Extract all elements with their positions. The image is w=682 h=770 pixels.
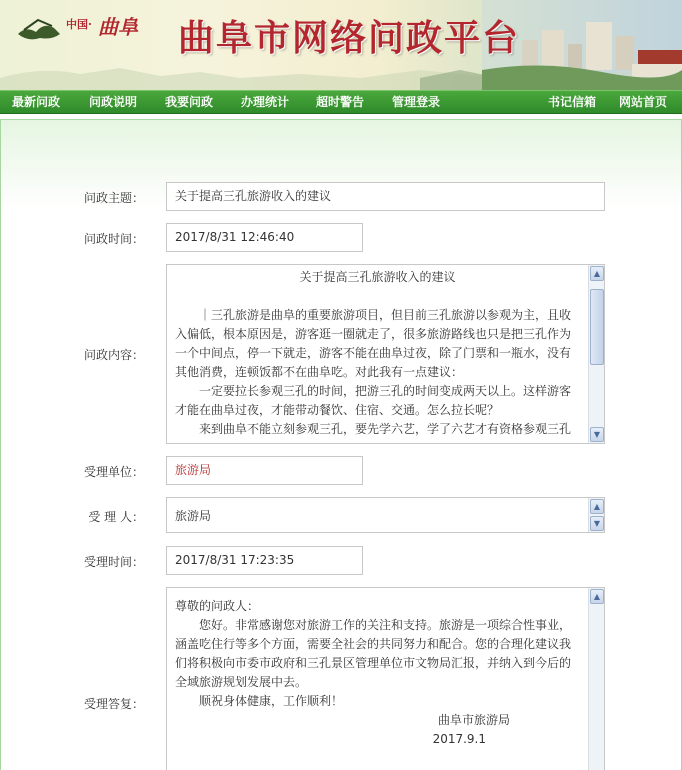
scroll-up-arrow-icon[interactable]: ▲	[590, 266, 604, 281]
subject-label: 问政主题：	[83, 191, 144, 205]
nav-timeout[interactable]: 超时警告	[316, 95, 365, 109]
content-paragraph: 来到曲阜不能立刻参观三孔，要先学六艺，学了六艺才有资格参观三孔	[199, 422, 572, 436]
content-text	[167, 265, 588, 443]
reply-greeting: 尊敬的问政人：	[175, 599, 260, 613]
site-title: 曲阜市网络问政平台	[178, 17, 521, 59]
qufu-logo	[14, 4, 144, 48]
content-textarea[interactable]	[166, 264, 605, 444]
scroll-down-arrow-icon[interactable]: ▼	[590, 516, 604, 531]
scroll-thumb[interactable]	[590, 289, 604, 365]
svg-text:中国·: 中国·	[66, 18, 92, 31]
content-paragraph: ｜三孔旅游是曲阜的重要旅游项目，但目前三孔旅游以参观为主，且收入偏低，根本原因是，游客逛一圈就走了，很多旅游路线也只是把三孔作为一个中间点，停一下就走，游客不能在曲阜过夜，除了门票和一瓶水，没有其他消费，连顿饭都不在曲阜吃。对此我有一点建议：	[175, 308, 572, 379]
scroll-down-arrow-icon[interactable]: ▼	[590, 427, 604, 442]
nav-guide[interactable]: 问政说明	[89, 95, 138, 109]
reply-date: 2017.9.1	[432, 732, 486, 746]
content-blank-line	[175, 287, 580, 306]
handler-text: 旅游局	[175, 509, 212, 523]
content-label: 问政内容：	[83, 348, 144, 362]
handler-textarea[interactable]	[166, 497, 605, 533]
content-scrollbar[interactable]	[588, 265, 604, 443]
content-paragraph: 一定要拉长参观三孔的时间，把游三孔的时间变成两天以上。这样游客才能在曲阜过夜，才能带动餐饮、住宿、交通。怎么拉长呢？	[175, 384, 572, 417]
subject-field[interactable]: 关于提高三孔旅游收入的建议	[166, 182, 605, 211]
nav-submit[interactable]: 我要问政	[165, 95, 214, 109]
nav-stats[interactable]: 办理统计	[241, 95, 290, 109]
svg-text:曲阜: 曲阜	[98, 15, 138, 39]
header-banner	[0, 0, 682, 90]
accept-time-field[interactable]: 2017/8/31 17:23:35	[166, 546, 363, 575]
nav-latest[interactable]: 最新问政	[12, 95, 61, 109]
nav-admin-login[interactable]: 管理登录	[392, 95, 441, 109]
nav-secretary-mailbox[interactable]: 书记信箱	[548, 95, 597, 109]
handler-label: 受 理 人：	[88, 510, 144, 524]
reply-paragraph: 顺祝身体健康，工作顺利！	[199, 694, 344, 708]
reply-signature: 曲阜市旅游局	[437, 713, 510, 727]
reply-textarea[interactable]	[166, 587, 605, 770]
content-title: 关于提高三孔旅游收入的建议	[299, 270, 456, 284]
main-nav	[0, 90, 682, 114]
scroll-up-arrow-icon[interactable]: ▲	[590, 499, 604, 514]
reply-text	[167, 588, 588, 770]
handler-scrollbar[interactable]	[588, 498, 604, 532]
time-label: 问政时间：	[83, 232, 144, 246]
unit-field[interactable]: 旅游局	[166, 456, 363, 485]
accept-time-label: 受理时间：	[83, 555, 144, 569]
scroll-up-arrow-icon[interactable]: ▲	[590, 589, 604, 604]
unit-label: 受理单位：	[83, 465, 144, 479]
nav-home[interactable]: 网站首页	[619, 95, 668, 109]
time-field[interactable]: 2017/8/31 12:46:40	[166, 223, 363, 252]
reply-scrollbar[interactable]	[588, 588, 604, 770]
reply-paragraph: 您好。非常感谢您对旅游工作的关注和支持。旅游是一项综合性事业，涵盖吃住行等多个方面，需要全社会的共同努力和配合。您的合理化建议我们将积极向市委市政府和三孔景区管理单位市文物局汇报，并纳入到今后的全域旅游规划发展中去。	[175, 618, 572, 689]
reply-label: 受理答复：	[83, 697, 144, 711]
detail-panel	[0, 119, 682, 770]
